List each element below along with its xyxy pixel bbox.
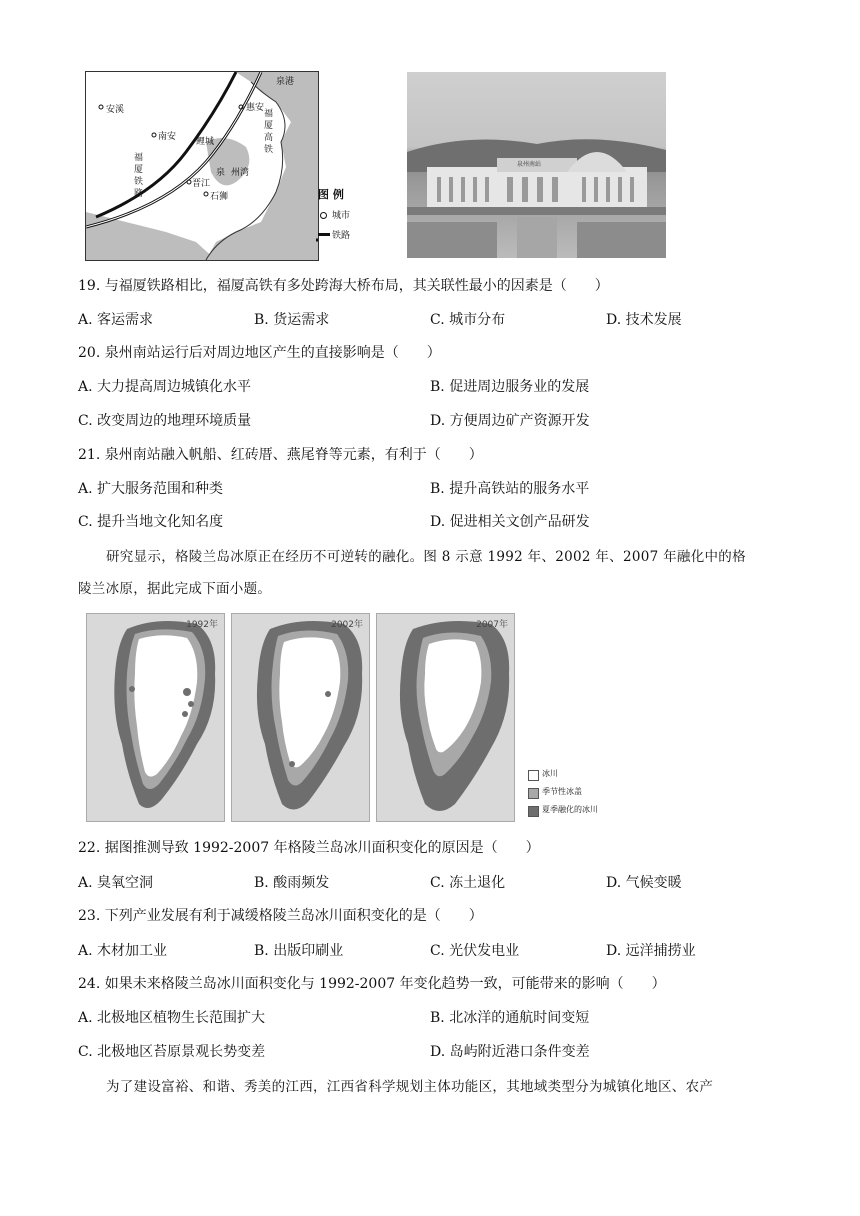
legend-label-ice: 冰川 xyxy=(542,769,558,778)
q19-option-a[interactable]: A. 客运需求 xyxy=(78,312,154,328)
map-drawing xyxy=(86,72,318,260)
city-label-nanan: 南安 xyxy=(158,132,177,142)
legend-swatch-melt xyxy=(528,806,539,817)
q24-option-b[interactable]: B. 北冰洋的通航时间变短 xyxy=(430,1010,590,1026)
q21-option-c[interactable]: C. 提升当地文化知名度 xyxy=(78,514,224,530)
year-label-2002: 2002年 xyxy=(331,620,363,630)
city-label-quan: 泉 xyxy=(216,168,226,178)
q22-option-d[interactable]: D. 气候变暖 xyxy=(606,875,682,891)
q24-option-d[interactable]: D. 岛屿附近港口条件变差 xyxy=(430,1044,590,1060)
legend-railway-symbol xyxy=(318,233,330,236)
legend-city-label: 城市 xyxy=(332,211,351,221)
intro-paragraph-3: 为了建设富裕、和谐、秀美的江西，江西省科学规划主体功能区，其地域类型分为城镇化地区、农产 xyxy=(106,1079,714,1095)
intro-paragraph-line1: 研究显示，格陵兰岛冰原正在经历不可逆转的融化。图 8 示意 1992 年、2002 年、2007 年融化中的格 xyxy=(106,549,746,565)
question-21: 21. 泉州南站融入帆船、红砖厝、燕尾脊等元素，有利于（ ） xyxy=(78,447,483,463)
year-label-2007: 2007年 xyxy=(476,620,508,630)
sea-area-south xyxy=(86,212,216,260)
q19-option-c[interactable]: C. 城市分布 xyxy=(430,312,506,328)
quanzhou-south-station-photo xyxy=(407,72,666,258)
question-23: 23. 下列产业发展有利于减缓格陵兰岛冰川面积变化的是（ ） xyxy=(78,908,483,924)
legend-label-melt: 夏季融化的冰川 xyxy=(542,805,598,814)
legend-city-symbol xyxy=(320,212,327,219)
q20-option-a[interactable]: A. 大力提高周边城镇化水平 xyxy=(78,379,252,395)
city-label-huian: 惠安 xyxy=(246,103,265,113)
legend-swatch-ice xyxy=(528,770,539,781)
q21-option-a[interactable]: A. 扩大服务范围和种类 xyxy=(78,481,224,497)
city-label-jinjiang: 晋江 xyxy=(192,179,211,189)
q24-option-c[interactable]: C. 北极地区苔原景观长势变差 xyxy=(78,1044,266,1060)
q23-option-b[interactable]: B. 出版印刷业 xyxy=(254,943,344,959)
q22-option-a[interactable]: A. 臭氧空洞 xyxy=(78,875,154,891)
rail-label-fuxia-railway: 福厦铁路 xyxy=(134,153,144,199)
q21-option-b[interactable]: B. 提升高铁站的服务水平 xyxy=(430,481,590,497)
legend-label-seasonal: 季节性冰盖 xyxy=(542,787,582,796)
greenland-map-1992 xyxy=(86,613,225,822)
legend-heading: 图 例 xyxy=(318,188,344,201)
q20-option-d[interactable]: D. 方便周边矿产资源开发 xyxy=(430,413,590,429)
q20-option-b[interactable]: B. 促进周边服务业的发展 xyxy=(430,379,590,395)
map-legend xyxy=(318,186,358,246)
q21-option-d[interactable]: D. 促进相关文创产品研发 xyxy=(430,514,590,530)
legend-railway-label: 铁路 xyxy=(332,231,351,241)
intro-paragraph-line2: 陵兰冰原，据此完成下面小题。 xyxy=(78,581,272,597)
q22-option-c[interactable]: C. 冻土退化 xyxy=(430,875,506,891)
q23-option-a[interactable]: A. 木材加工业 xyxy=(78,943,168,959)
q19-option-b[interactable]: B. 货运需求 xyxy=(254,312,330,328)
city-label-anxi: 安溪 xyxy=(106,105,125,115)
city-label-shishi: 石狮 xyxy=(210,192,229,202)
bay-label: 州湾 xyxy=(231,168,250,178)
legend-swatch-seasonal xyxy=(528,788,539,799)
year-label-1992: 1992年 xyxy=(186,620,218,630)
rail-label-fuxia-hsr: 福厦高铁 xyxy=(264,109,274,155)
q22-option-b[interactable]: B. 酸雨频发 xyxy=(254,875,330,891)
greenland-map-2007 xyxy=(376,613,515,822)
greenland-map-2002 xyxy=(231,613,370,822)
city-label-licheng: 鲤城 xyxy=(196,137,215,147)
question-20: 20. 泉州南站运行后对周边地区产生的直接影响是（ ） xyxy=(78,345,441,361)
q20-option-c[interactable]: C. 改变周边的地理环境质量 xyxy=(78,413,252,429)
question-22: 22. 据图推测导致 1992-2007 年格陵兰岛冰川面积变化的原因是（ ） xyxy=(78,840,540,856)
city-label-quangang: 泉港 xyxy=(276,77,295,87)
q23-option-c[interactable]: C. 光伏发电业 xyxy=(430,943,520,959)
station-sign: 泉州南站 xyxy=(517,161,542,168)
question-24: 24. 如果未来格陵兰岛冰川面积变化与 1992-2007 年变化趋势一致，可能带来的影响（ ） xyxy=(78,976,666,992)
q19-option-d[interactable]: D. 技术发展 xyxy=(606,312,682,328)
q23-option-d[interactable]: D. 远洋捕捞业 xyxy=(606,943,696,959)
greenland-legend xyxy=(528,768,628,822)
question-19: 19. 与福厦铁路相比，福厦高铁有多处跨海大桥布局，其关联性最小的因素是（ ） xyxy=(78,278,609,294)
q24-option-a[interactable]: A. 北极地区植物生长范围扩大 xyxy=(78,1010,266,1026)
quanzhou-railway-map xyxy=(85,71,319,261)
